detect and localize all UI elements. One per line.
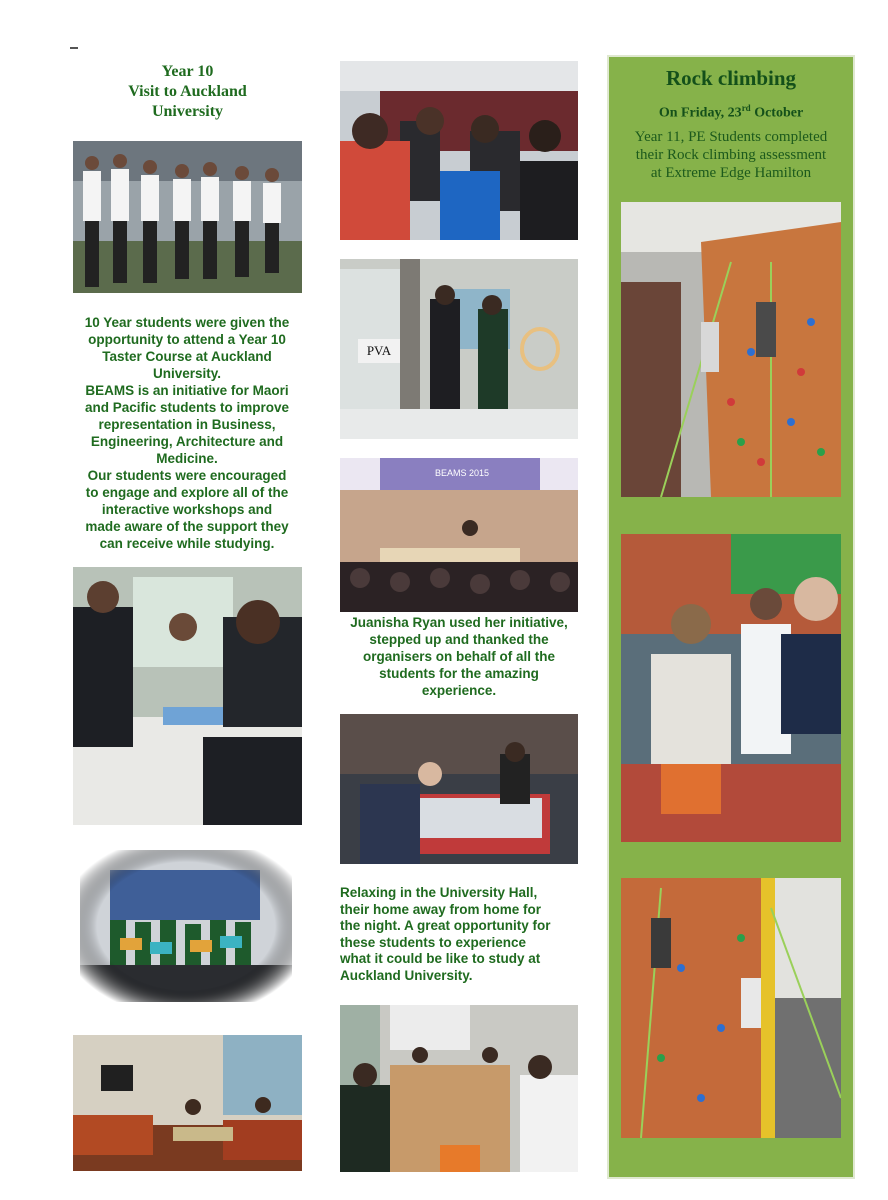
panel-line: at Extreme Edge Hamilton: [650, 165, 812, 181]
photo-students-group: [73, 141, 302, 293]
panel-description: [609, 128, 853, 182]
photo-harness-check: [621, 534, 841, 842]
panel-line: their Rock climbing assessment: [635, 147, 827, 163]
corner-mark: [70, 47, 78, 49]
para-line: made aware of the support they: [85, 519, 289, 534]
left-heading: [75, 62, 300, 122]
para-line: University.: [152, 366, 222, 381]
photo-climbing-wall-1: [621, 202, 841, 497]
heading-line-1: Year 10: [161, 63, 214, 80]
subtitle-suffix: October: [750, 105, 804, 121]
caption-juanisha: [333, 614, 585, 699]
beams-banner-text: BEAMS 2015: [434, 468, 490, 478]
para-line: Taster Course at Auckland: [102, 349, 272, 364]
para-line: opportunity to attend a Year 10: [88, 332, 286, 347]
rock-climbing-panel: [609, 57, 853, 1177]
photo-lounge: [73, 1035, 302, 1171]
para-line: to engage and explore all of the: [85, 485, 289, 500]
panel-line: Year 11, PE Students completed: [634, 129, 828, 145]
caption-line: Auckland University.: [340, 967, 473, 983]
para-line: Medicine.: [156, 451, 218, 466]
para-line: representation in Business,: [98, 417, 276, 432]
caption-line: these students to experience: [340, 934, 527, 950]
caption-line: what it could be like to study at: [340, 951, 541, 966]
para-line: BEAMS is an initiative for Maori: [85, 383, 289, 398]
caption-line: Juanisha Ryan used her initiative,: [350, 615, 568, 630]
pva-label: PVA: [358, 339, 400, 363]
photo-lecture-theatre: [340, 61, 578, 240]
para-line: Our students were encouraged: [87, 468, 287, 483]
caption-university-hall: [340, 885, 590, 984]
caption-line: the night. A great opportunity for: [340, 918, 551, 933]
caption-line: their home away from home for: [340, 901, 542, 917]
caption-line: stepped up and thanked the: [369, 632, 549, 647]
photo-workshop-table: [73, 567, 302, 825]
photo-air-hockey: [340, 714, 578, 864]
photo-beams-banner-group: [80, 850, 292, 1002]
heading-line-3: University: [151, 103, 224, 120]
caption-line: organisers on behalf of all the: [362, 649, 556, 664]
heading-line-2: Visit to Auckland: [128, 83, 247, 100]
photo-dining-table: [340, 1005, 578, 1172]
caption-line: students for the amazing: [379, 666, 539, 681]
para-line: 10 Year students were given the: [84, 315, 290, 330]
caption-line: experience.: [421, 683, 497, 698]
subtitle-prefix: On Friday, 23: [658, 105, 742, 121]
photo-speech-hall: [340, 458, 578, 612]
caption-line: Relaxing in the University Hall,: [340, 885, 538, 900]
photo-lab-pva: [340, 259, 578, 439]
photo-climbing-wall-2: [621, 878, 841, 1138]
para-line: can receive while studying.: [99, 536, 275, 551]
panel-subtitle: [609, 99, 853, 123]
left-paragraph: [67, 314, 307, 552]
para-line: and Pacific students to improve: [84, 400, 290, 415]
para-line: interactive workshops and: [101, 502, 273, 517]
para-line: Engineering, Architecture and: [90, 434, 284, 449]
subtitle-sup: rd: [741, 103, 751, 113]
panel-title: Rock climbing: [665, 66, 797, 90]
